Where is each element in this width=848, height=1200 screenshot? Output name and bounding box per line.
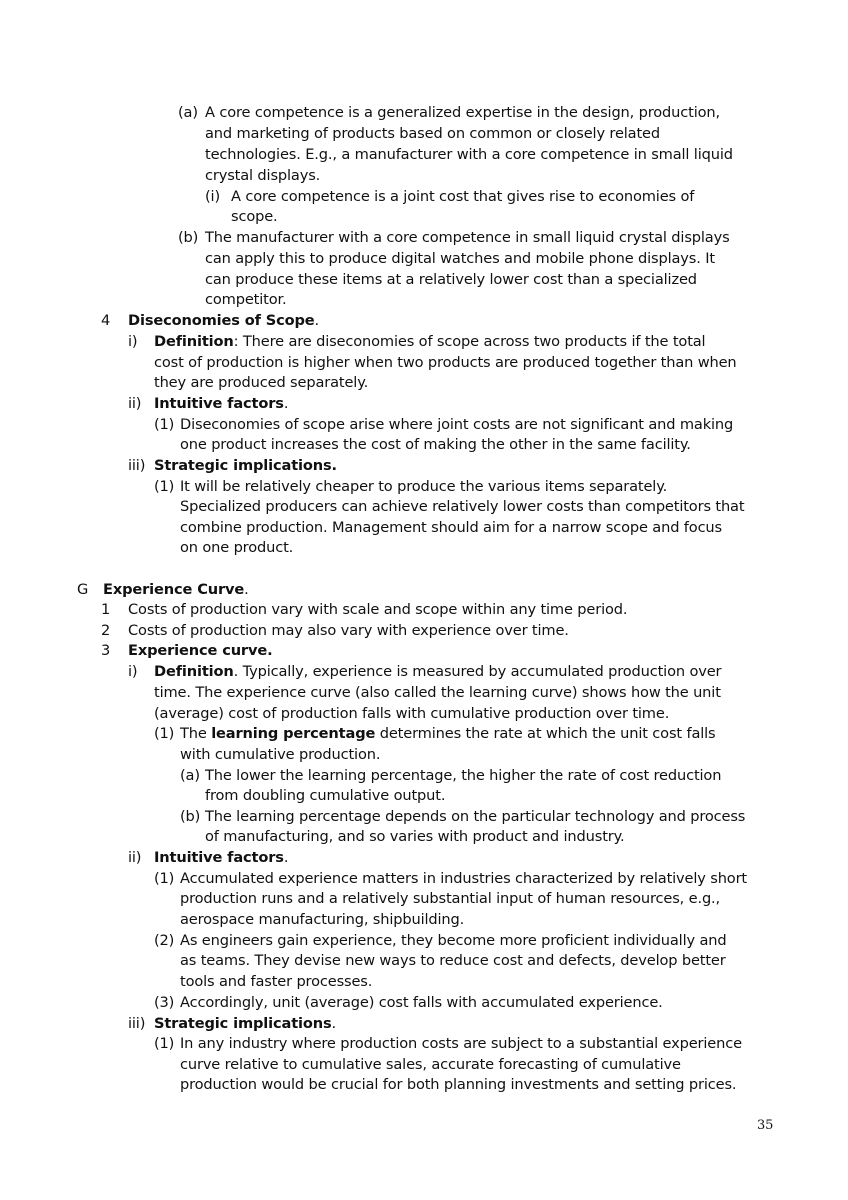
text-line [154, 332, 705, 353]
text-fragment: : There are diseconomies of scope across two products if the total [233, 333, 706, 350]
text-fragment: The manufacturer with a core competence in small liquid crystal displays [205, 229, 730, 246]
text-line [180, 435, 691, 456]
bold-term: Intuitive factors [154, 849, 284, 866]
text-line [154, 848, 288, 869]
item-label: i) [128, 663, 138, 680]
text-line [154, 353, 737, 374]
text-line [180, 889, 720, 910]
text-fragment: . [314, 312, 320, 329]
text-line [180, 745, 380, 766]
text-fragment: In any industry where production costs are subject to a substantial experience [180, 1035, 742, 1052]
text-fragment: production would be crucial for both planning investments and setting prices. [180, 1076, 737, 1093]
page-number: 35 [757, 1118, 774, 1133]
text-fragment: on one product. [180, 539, 294, 556]
text-fragment: aerospace manufacturing, shipbuilding. [180, 911, 465, 928]
text-line [154, 456, 337, 477]
text-line [180, 415, 733, 436]
text-fragment: determines the rate at which the unit cost falls [375, 725, 716, 742]
text-fragment: Diseconomies of scope arise where joint costs are not significant and making [180, 416, 734, 433]
text-fragment: production runs and a relatively substantial input of human resources, e.g., [180, 890, 721, 907]
item-label: (b) [178, 229, 199, 246]
text-line [154, 683, 721, 704]
bold-term: Experience curve. [128, 642, 273, 659]
text-line [180, 910, 464, 931]
item-label: ii) [128, 849, 142, 866]
text-line [180, 1075, 736, 1096]
bold-term: Diseconomies of Scope [128, 312, 315, 329]
item-label: (i) [205, 188, 220, 205]
item-label: (1) [154, 416, 175, 433]
text-line [205, 249, 715, 270]
item-label: 2 [101, 622, 111, 639]
item-label: iii) [128, 457, 146, 474]
text-fragment: from doubling cumulative output. [205, 787, 446, 804]
text-fragment: can apply this to produce digital watches and mobile phone displays. It [205, 250, 715, 267]
item-label: (b) [180, 808, 201, 825]
text-fragment: Specialized producers can achieve relatively lower costs than competitors that [180, 498, 745, 515]
text-fragment: time. The experience curve (also called the learning curve) shows how the unit [154, 684, 721, 701]
text-fragment: A core competence is a generalized expertise in the design, production, [205, 104, 720, 121]
text-line [128, 641, 273, 662]
item-label: 4 [101, 312, 111, 329]
text-line [205, 290, 287, 311]
text-line [205, 786, 445, 807]
text-fragment: Costs of production vary with scale and scope within any time period. [128, 601, 628, 618]
item-label: ii) [128, 395, 142, 412]
text-line [128, 311, 319, 332]
text-line [205, 166, 320, 187]
text-fragment: one product increases the cost of making the other in the same facility. [180, 436, 691, 453]
text-line [180, 497, 744, 518]
text-fragment: . [331, 1015, 337, 1032]
bold-term: Experience Curve [103, 581, 245, 598]
bold-term: Definition [154, 333, 234, 350]
text-fragment: It will be relatively cheaper to produce the various items separately. [180, 478, 668, 495]
text-line [154, 1014, 336, 1035]
text-fragment: . Typically, experience is measured by accumulated production over [233, 663, 722, 680]
text-line [128, 621, 569, 642]
item-label: (3) [154, 994, 175, 1011]
text-fragment: The lower the learning percentage, the higher the rate of cost reduction [205, 767, 722, 784]
text-fragment: (average) cost of production falls with cumulative production over time. [154, 705, 670, 722]
text-line [128, 600, 627, 621]
text-line [180, 724, 716, 745]
text-fragment: . [283, 395, 289, 412]
item-label: (1) [154, 478, 175, 495]
text-line [154, 394, 288, 415]
text-line [180, 951, 726, 972]
text-fragment: A core competence is a joint cost that gives rise to economies of [231, 188, 695, 205]
text-line [154, 704, 669, 725]
text-fragment: scope. [231, 208, 278, 225]
text-line [154, 373, 368, 394]
text-fragment: cost of production is higher when two products are produced together than when [154, 354, 737, 371]
bold-term: learning percentage [211, 725, 376, 742]
text-fragment: . [283, 849, 289, 866]
text-fragment: The [180, 725, 212, 742]
item-label: (a) [180, 767, 200, 784]
text-line [180, 477, 667, 498]
text-fragment: as teams. They devise new ways to reduce cost and defects, develop better [180, 952, 726, 969]
text-fragment: and marketing of products based on common or closely related [205, 125, 660, 142]
text-fragment: of manufacturing, and so varies with product and industry. [205, 828, 625, 845]
text-line [231, 207, 278, 228]
text-line [180, 1055, 681, 1076]
item-label: (1) [154, 1035, 175, 1052]
text-fragment: Accordingly, unit (average) cost falls with accumulated experience. [180, 994, 663, 1011]
text-line [205, 145, 733, 166]
text-fragment: combine production. Management should aim for a narrow scope and focus [180, 519, 722, 536]
text-line [180, 518, 722, 539]
text-line [231, 187, 694, 208]
text-line [180, 993, 663, 1014]
text-fragment: Costs of production may also vary with experience over time. [128, 622, 569, 639]
text-fragment: can produce these items at a relatively lower cost than a specialized [205, 271, 697, 288]
bold-term: Intuitive factors [154, 395, 284, 412]
text-line [205, 103, 720, 124]
text-line [103, 580, 249, 601]
text-line [205, 827, 625, 848]
item-label: G [77, 581, 89, 598]
text-line [205, 766, 721, 787]
item-label: 3 [101, 642, 111, 659]
text-fragment: tools and faster processes. [180, 973, 373, 990]
text-fragment: technologies. E.g., a manufacturer with a core competence in small liquid [205, 146, 733, 163]
item-label: (2) [154, 932, 175, 949]
text-line [180, 869, 747, 890]
text-fragment: competitor. [205, 291, 287, 308]
text-line [180, 972, 372, 993]
text-line [180, 931, 726, 952]
text-line [180, 538, 293, 559]
text-line [205, 228, 730, 249]
bold-term: Strategic implications. [154, 457, 337, 474]
text-fragment: crystal displays. [205, 167, 321, 184]
text-line [180, 1034, 742, 1055]
item-label: (1) [154, 870, 175, 887]
text-line [205, 124, 660, 145]
item-label: (1) [154, 725, 175, 742]
item-label: (a) [178, 104, 198, 121]
text-line [205, 807, 745, 828]
text-fragment: . [244, 581, 249, 598]
text-fragment: curve relative to cumulative sales, accurate forecasting of cumulative [180, 1056, 681, 1073]
item-label: 1 [101, 601, 111, 618]
text-fragment: The learning percentage depends on the particular technology and process [205, 808, 746, 825]
text-fragment: Accumulated experience matters in industries characterized by relatively short [180, 870, 747, 887]
bold-term: Strategic implications [154, 1015, 332, 1032]
item-label: iii) [128, 1015, 146, 1032]
item-label: i) [128, 333, 138, 350]
text-fragment: they are produced separately. [154, 374, 369, 391]
text-line [154, 662, 721, 683]
text-fragment: As engineers gain experience, they become more proficient individually and [180, 932, 727, 949]
text-fragment: with cumulative production. [180, 746, 381, 763]
bold-term: Definition [154, 663, 234, 680]
text-line [205, 270, 697, 291]
